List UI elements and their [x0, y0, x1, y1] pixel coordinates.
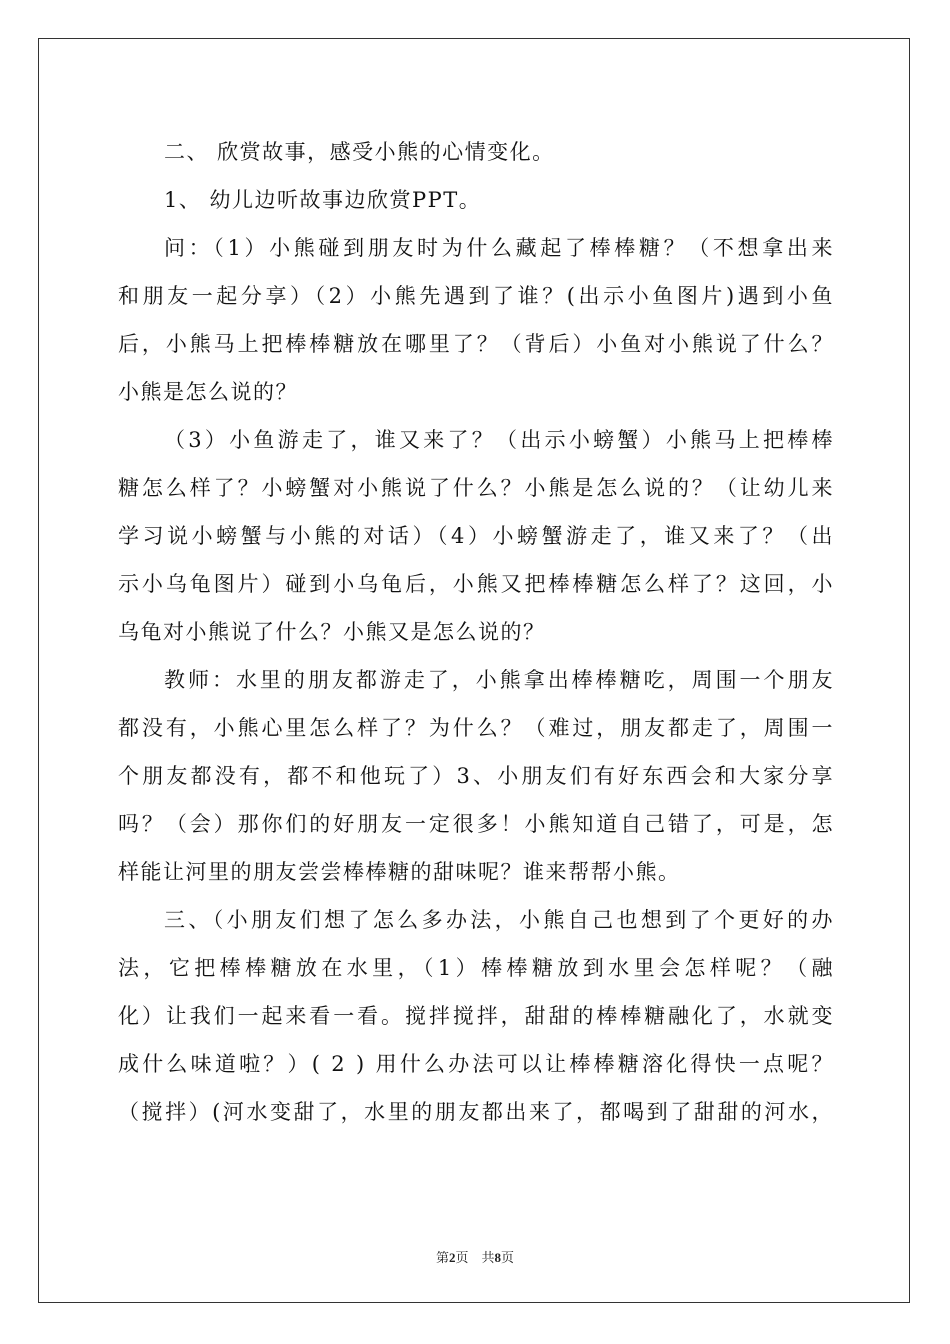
footer-suffix: 页	[501, 1250, 515, 1265]
section-heading: 二、 欣赏故事，感受小熊的心情变化。	[164, 140, 555, 164]
page-total: 8	[494, 1250, 501, 1265]
text-line: 小熊是怎么说的？	[118, 380, 298, 404]
footer-mid: 页 共	[455, 1250, 495, 1265]
text-line: 教师：水里的朋友都游走了，小熊拿出棒棒糖吃，周围一个朋友	[164, 668, 834, 692]
text-line: 三、（小朋友们想了怎么多办法，小熊自己也想到了个更好的办	[164, 908, 834, 932]
text-line: 样能让河里的朋友尝尝棒棒糖的甜味呢？谁来帮帮小熊。	[118, 860, 681, 884]
text-line: 吗？（会）那你们的好朋友一定很多！小熊知道自己错了，可是，怎	[118, 812, 834, 836]
text-line: 糖怎么样了？小螃蟹对小熊说了什么？小熊是怎么说的？（让幼儿来	[118, 476, 834, 500]
step-line: 1、 幼儿边听故事边欣赏PPT。	[164, 188, 482, 212]
text-line: 乌龟对小熊说了什么？小熊又是怎么说的？	[118, 620, 546, 644]
text-line: 后，小熊马上把棒棒糖放在哪里了？（背后）小鱼对小熊说了什么？	[118, 332, 834, 356]
text-line: 化）让我们一起来看一看。搅拌搅拌，甜甜的棒棒糖融化了，水就变	[118, 1004, 834, 1028]
text-line: 成什么味道啦？）( 2 ) 用什么办法可以让棒棒糖溶化得快一点呢？	[118, 1052, 834, 1076]
text-line: 个朋友都没有，都不和他玩了）3、小朋友们有好东西会和大家分享	[118, 764, 834, 788]
text-line: 示小乌龟图片）碰到小乌龟后，小熊又把棒棒糖怎么样了？这回，小	[118, 572, 834, 596]
text-line: 问：（1）小熊碰到朋友时为什么藏起了棒棒糖？（不想拿出来	[164, 236, 834, 260]
footer-prefix: 第	[435, 1250, 449, 1265]
document-body	[118, 128, 834, 1136]
text-line: 学习说小螃蟹与小熊的对话）（4）小螃蟹游走了，谁又来了？（出	[118, 524, 834, 548]
text-line: 和朋友一起分享）（2）小熊先遇到了谁？(出示小鱼图片)遇到小鱼	[118, 284, 834, 308]
text-line: （3）小鱼游走了，谁又来了？（出示小螃蟹）小熊马上把棒棒	[164, 428, 834, 452]
text-line: 都没有，小熊心里怎么样了？为什么？（难过，朋友都走了，周围一	[118, 716, 834, 740]
text-line: （搅拌）(河水变甜了，水里的朋友都出来了，都喝到了甜甜的河水，	[118, 1100, 834, 1124]
text-line: 法，它把棒棒糖放在水里，（1）棒棒糖放到水里会怎样呢？（融	[118, 956, 834, 980]
page-number: 2	[448, 1250, 456, 1265]
page-footer	[0, 1247, 950, 1266]
